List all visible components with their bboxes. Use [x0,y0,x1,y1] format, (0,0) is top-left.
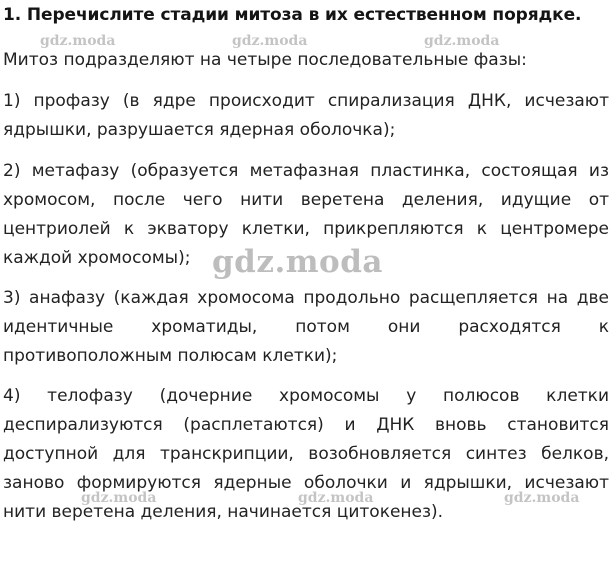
phase-anaphase: 3) анафазу (каждая хромосома продольно расщепляется на две идентичные хроматиды, потом они расходятся к противоположным полюсам клетки); [3,288,609,366]
watermark: gdz.moda [81,490,157,506]
watermark: gdz.moda [424,33,500,49]
watermark: gdz.moda [40,33,116,49]
question-heading: 1. Перечислите стадии митоза в их естественном порядке. [3,5,582,25]
answer-intro: Митоз подразделяют на четыре последовательные фазы: [3,50,527,70]
phase-telophase: 4) телофазу (дочерние хромосомы у полюсов клетки деспирализуются (расплетаются) и ДНК вновь становится доступной для транскрипции, возобновляется синтез белков, заново формируются ядерные оболочки и ядрышки, исчезают нити веретена деления, начинается цитокенез). [3,386,609,522]
watermark-large: gdz.moda [212,244,383,280]
watermark: gdz.moda [232,33,308,49]
phase-metaphase: 2) метафазу (образуется метафазная пластинка, состоящая из хромосом, после чего нити веретена деления, идущие от центриолей к экватору клетки, прикрепляются к центромере каждой хромосомы); [3,161,609,268]
watermark: gdz.moda [298,490,374,506]
phase-prophase: 1) профазу (в ядре происходит спирализация ДНК, исчезают ядрышки, разрушается ядерная оболочка); [3,91,609,140]
watermark: gdz.moda [504,490,580,506]
